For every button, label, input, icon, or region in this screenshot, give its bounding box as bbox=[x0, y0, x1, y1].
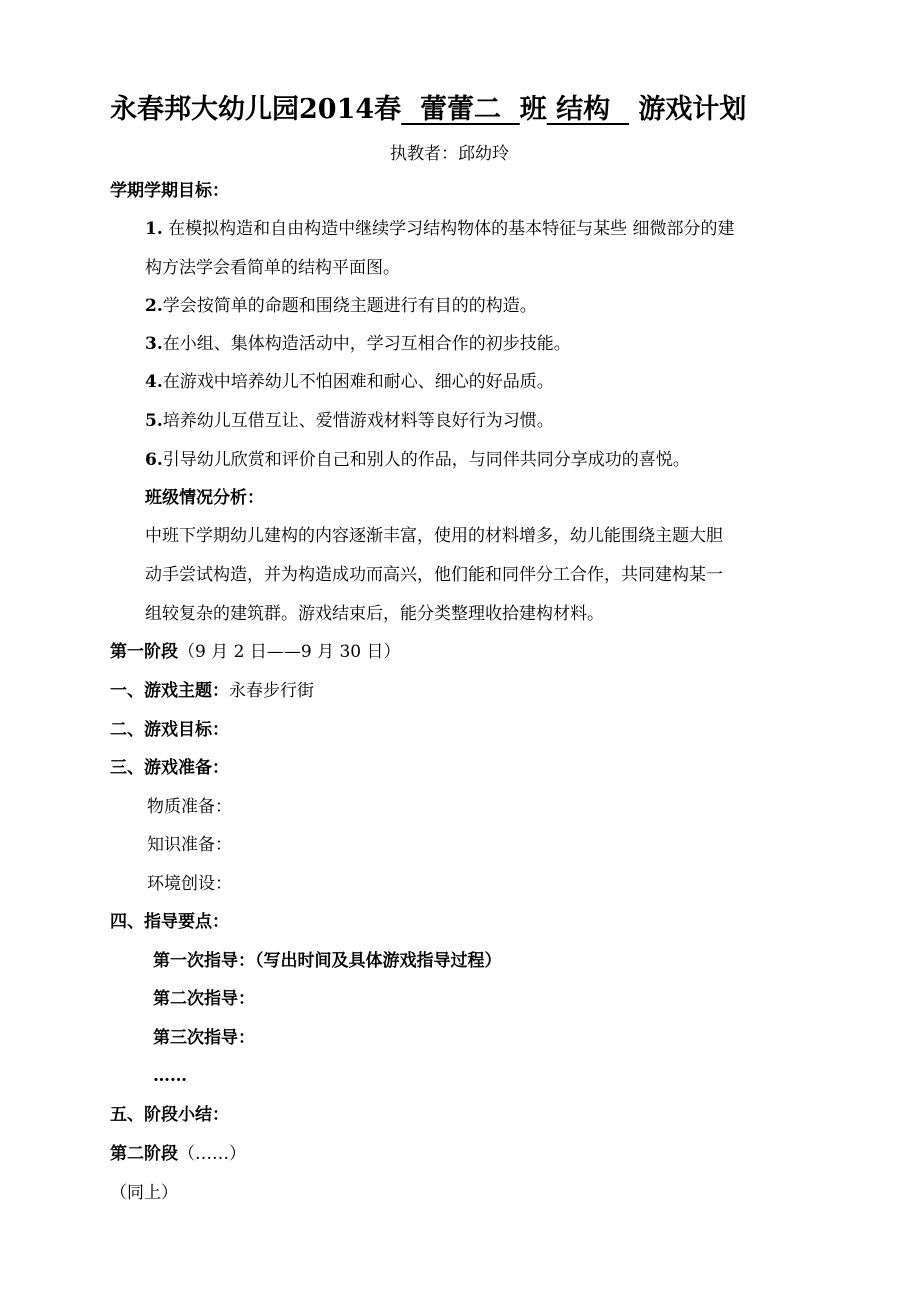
stage1-goal-label: 二、游戏目标： bbox=[110, 720, 229, 740]
stage1-guide-label: 四、指导要点： bbox=[110, 912, 229, 932]
analysis-line: 组较复杂的建筑群。游戏结束后，能分类整理收拾建构材料。 bbox=[145, 604, 604, 624]
goal-item bbox=[145, 371, 554, 393]
goal-item bbox=[145, 333, 571, 355]
goal-number: 3. bbox=[145, 334, 163, 354]
prep-item: 知识准备： bbox=[147, 835, 232, 855]
goal-number: 5. bbox=[145, 411, 163, 431]
guide-item: 第二次指导： bbox=[153, 989, 255, 1009]
stage2-label: 第二阶段 bbox=[110, 1144, 178, 1164]
goal-number: 4. bbox=[145, 372, 163, 392]
stage2-heading bbox=[110, 1143, 246, 1165]
goal-item bbox=[145, 218, 735, 240]
goal-text: 学会按简单的命题和围绕主题进行有目的的构造。 bbox=[162, 296, 537, 316]
goal-text: 培养幼儿互借互让、爱惜游戏材料等良好行为习惯。 bbox=[162, 411, 554, 431]
title-class-name: 蕾蕾二 bbox=[401, 94, 520, 125]
stage1-dates: （9 月 2 日——9 月 30 日） bbox=[178, 642, 401, 662]
title-plan: 游戏计划 bbox=[628, 94, 747, 125]
analysis-line: 动手尝试构造，并为构造成功而高兴，他们能和同伴分工合作，共同建构某一 bbox=[145, 565, 723, 585]
page-title bbox=[110, 93, 746, 127]
theme-label: 一、游戏主题： bbox=[110, 681, 229, 701]
prep-item: 物质准备： bbox=[147, 797, 232, 817]
analysis-heading: 班级情况分析： bbox=[145, 488, 264, 508]
goal-number: 6. bbox=[145, 450, 163, 470]
stage1-heading bbox=[110, 641, 401, 663]
analysis-line: 中班下学期幼儿建构的内容逐渐丰富，使用的材料增多，幼儿能围绕主题大胆 bbox=[145, 526, 723, 546]
goals-heading: 学期学期目标： bbox=[110, 181, 229, 201]
goal-text: 引导幼儿欣赏和评价自己和别人的作品，与同伴共同分享成功的喜悦。 bbox=[162, 450, 690, 470]
stage1-prep-label: 三、游戏准备： bbox=[110, 758, 229, 778]
goal-text: 构方法学会看简单的结构平面图。 bbox=[145, 258, 400, 278]
theme-value: 永春步行街 bbox=[229, 681, 314, 701]
goal-text: 在游戏中培养幼儿不怕困难和耐心、细心的好品质。 bbox=[162, 372, 554, 392]
title-school: 永春邦大幼儿园2014春 bbox=[110, 94, 402, 125]
title-game-type: 结构 bbox=[546, 94, 629, 125]
goal-number: 2. bbox=[145, 296, 163, 316]
guide-item: …… bbox=[153, 1066, 187, 1086]
stage1-label: 第一阶段 bbox=[110, 642, 178, 662]
title-class-suffix: 班 bbox=[519, 94, 547, 125]
goal-item bbox=[145, 449, 690, 471]
teacher-line: 执教者：邱幼玲 bbox=[390, 144, 509, 164]
stage2-note: （同上） bbox=[110, 1183, 178, 1203]
goal-text: 在小组、集体构造活动中，学习互相合作的初步技能。 bbox=[162, 334, 571, 354]
goal-text: 在模拟构造和自由构造中继续学习结构物体的基本特征与某些 细微部分的建 bbox=[162, 219, 735, 239]
goal-item bbox=[145, 257, 400, 279]
stage1-theme bbox=[110, 680, 314, 702]
guide-item: 第三次指导： bbox=[153, 1028, 255, 1048]
prep-item: 环境创设： bbox=[147, 874, 232, 894]
stage1-summary-label: 五、阶段小结： bbox=[110, 1105, 229, 1125]
guide-item: 第一次指导：（写出时间及具体游戏指导过程） bbox=[153, 951, 502, 971]
goal-item bbox=[145, 410, 554, 432]
goal-number: 1. bbox=[145, 219, 163, 239]
goal-item bbox=[145, 295, 537, 317]
stage2-suffix: （……） bbox=[178, 1144, 246, 1164]
